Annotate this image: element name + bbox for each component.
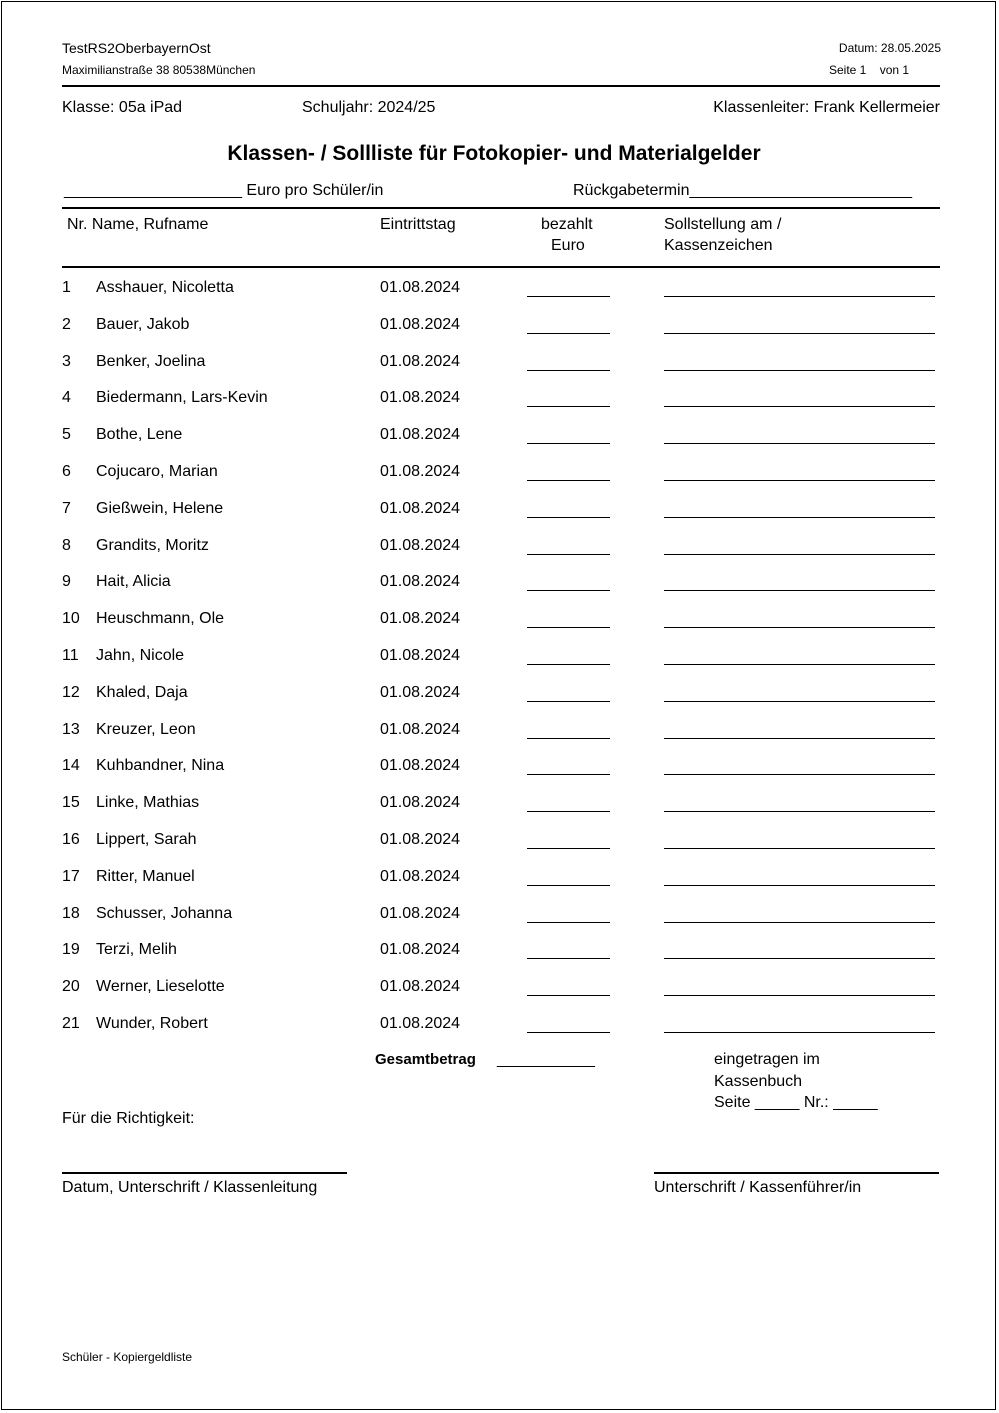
target-blank-line — [664, 848, 935, 849]
row-number: 8 — [62, 537, 71, 554]
table-top-divider — [62, 207, 940, 209]
student-name: Kuhbandner, Nina — [96, 757, 225, 774]
school-year-label: Schuljahr: 2024/25 — [302, 99, 436, 116]
col-nr-name: Nr. Name, Rufname — [67, 216, 209, 233]
entry-date: 01.08.2024 — [380, 500, 461, 517]
target-blank-line — [664, 627, 935, 628]
table-header-divider — [62, 266, 940, 268]
row-number: 21 — [62, 1015, 80, 1032]
header-divider — [62, 85, 940, 87]
paid-blank-line — [527, 995, 610, 996]
target-blank-line — [664, 958, 935, 959]
entry-date: 01.08.2024 — [380, 426, 461, 443]
col-entry-date: Eintrittstag — [380, 216, 456, 233]
student-name: Ritter, Manuel — [96, 868, 195, 885]
student-name: Schusser, Johanna — [96, 905, 233, 922]
return-date: Rückgabetermin_________________________ — [573, 182, 912, 199]
cashbook-line3: Seite _____ Nr.: _____ — [714, 1094, 878, 1111]
paid-blank-line — [527, 958, 610, 959]
row-number: 6 — [62, 463, 71, 480]
col-target-line1: Sollstellung am / — [664, 216, 782, 233]
paid-blank-line — [527, 590, 610, 591]
entry-date: 01.08.2024 — [380, 389, 461, 406]
entry-date: 01.08.2024 — [380, 831, 461, 848]
class-teacher-label: Klassenleiter: Frank Kellermeier — [713, 99, 940, 116]
target-blank-line — [664, 590, 935, 591]
paid-blank-line — [527, 443, 610, 444]
paid-blank-line — [527, 774, 610, 775]
student-name: Cojucaro, Marian — [96, 463, 218, 480]
entry-date: 01.08.2024 — [380, 757, 461, 774]
row-number: 11 — [62, 647, 79, 664]
page-number: Seite 1 von 1 — [829, 63, 910, 77]
target-blank-line — [664, 1032, 935, 1033]
entry-date: 01.08.2024 — [380, 537, 461, 554]
school-name: TestRS2OberbayernOst — [62, 40, 211, 56]
signature-line-left — [62, 1172, 347, 1174]
entry-date: 01.08.2024 — [380, 868, 461, 885]
euro-per-student: ____________________ Euro pro Schüler/in — [64, 182, 384, 199]
target-blank-line — [664, 664, 935, 665]
paid-blank-line — [527, 517, 610, 518]
target-blank-line — [664, 517, 935, 518]
paid-blank-line — [527, 848, 610, 849]
target-blank-line — [664, 995, 935, 996]
paid-blank-line — [527, 333, 610, 334]
row-number: 18 — [62, 905, 80, 922]
cashbook-line1: eingetragen im — [714, 1051, 820, 1068]
row-number: 1 — [62, 279, 71, 296]
student-name: Gießwein, Helene — [96, 500, 224, 517]
row-number: 13 — [62, 721, 80, 738]
print-date: Datum: 28.05.2025 — [838, 41, 941, 55]
target-blank-line — [664, 738, 935, 739]
row-number: 14 — [62, 757, 80, 774]
total-blank: ___________ — [497, 1051, 595, 1068]
paid-blank-line — [527, 554, 610, 555]
entry-date: 01.08.2024 — [380, 1015, 461, 1032]
paid-blank-line — [527, 811, 610, 812]
row-number: 19 — [62, 941, 80, 958]
student-name: Terzi, Melih — [96, 941, 177, 958]
signature-line-right — [654, 1172, 939, 1174]
student-name: Benker, Joelina — [96, 353, 206, 370]
paid-blank-line — [527, 701, 610, 702]
document-name: Schüler - Kopiergeldliste — [62, 1350, 193, 1364]
class-label: Klasse: 05a iPad — [62, 99, 183, 116]
student-name: Grandits, Moritz — [96, 537, 209, 554]
entry-date: 01.08.2024 — [380, 647, 461, 664]
entry-date: 01.08.2024 — [380, 279, 461, 296]
student-name: Lippert, Sarah — [96, 831, 197, 848]
target-blank-line — [664, 922, 935, 923]
student-name: Asshauer, Nicoletta — [96, 279, 234, 296]
col-paid-line2: Euro — [551, 237, 585, 254]
paid-blank-line — [527, 738, 610, 739]
target-blank-line — [664, 333, 935, 334]
student-name: Kreuzer, Leon — [96, 721, 196, 738]
entry-date: 01.08.2024 — [380, 684, 461, 701]
paid-blank-line — [527, 406, 610, 407]
row-number: 4 — [62, 389, 71, 406]
student-name: Wunder, Robert — [96, 1015, 208, 1032]
target-blank-line — [664, 701, 935, 702]
student-name: Hait, Alicia — [96, 573, 171, 590]
school-address: Maximilianstraße 38 80538München — [62, 63, 256, 77]
target-blank-line — [664, 296, 935, 297]
entry-date: 01.08.2024 — [380, 721, 461, 738]
row-number: 10 — [62, 610, 80, 627]
signature-label-right: Unterschrift / Kassenführer/in — [654, 1179, 862, 1196]
row-number: 9 — [62, 573, 71, 590]
row-number: 20 — [62, 978, 80, 995]
signature-label-left: Datum, Unterschrift / Klassenleitung — [62, 1179, 318, 1196]
paid-blank-line — [527, 1032, 610, 1033]
target-blank-line — [664, 554, 935, 555]
row-number: 3 — [62, 353, 71, 370]
student-name: Werner, Lieselotte — [96, 978, 225, 995]
entry-date: 01.08.2024 — [380, 353, 461, 370]
target-blank-line — [664, 885, 935, 886]
student-name: Khaled, Daja — [96, 684, 188, 701]
entry-date: 01.08.2024 — [380, 316, 461, 333]
student-name: Heuschmann, Ole — [96, 610, 225, 627]
paid-blank-line — [527, 296, 610, 297]
student-name: Biedermann, Lars-Kevin — [96, 389, 268, 406]
paid-blank-line — [527, 885, 610, 886]
entry-date: 01.08.2024 — [380, 610, 461, 627]
row-number: 15 — [62, 794, 80, 811]
paid-blank-line — [527, 370, 610, 371]
entry-date: 01.08.2024 — [380, 573, 461, 590]
target-blank-line — [664, 443, 935, 444]
row-number: 2 — [62, 316, 71, 333]
correctness-label: Für die Richtigkeit: — [62, 1110, 195, 1127]
row-number: 7 — [62, 500, 71, 517]
page-border — [1, 1, 996, 1410]
target-blank-line — [664, 480, 935, 481]
row-number: 5 — [62, 426, 71, 443]
col-target-line2: Kassenzeichen — [664, 237, 773, 254]
col-paid-line1: bezahlt — [541, 216, 593, 233]
target-blank-line — [664, 370, 935, 371]
student-name: Bothe, Lene — [96, 426, 183, 443]
paid-blank-line — [527, 480, 610, 481]
row-number: 12 — [62, 684, 80, 701]
target-blank-line — [664, 774, 935, 775]
row-number: 17 — [62, 868, 80, 885]
student-name: Jahn, Nicole — [96, 647, 185, 664]
entry-date: 01.08.2024 — [380, 463, 461, 480]
target-blank-line — [664, 406, 935, 407]
entry-date: 01.08.2024 — [380, 905, 461, 922]
entry-date: 01.08.2024 — [380, 794, 461, 811]
row-number: 16 — [62, 831, 80, 848]
entry-date: 01.08.2024 — [380, 978, 461, 995]
student-name: Bauer, Jakob — [96, 316, 190, 333]
document-title: Klassen- / Sollliste für Fotokopier- und Materialgelder — [227, 142, 761, 165]
target-blank-line — [664, 811, 935, 812]
student-name: Linke, Mathias — [96, 794, 200, 811]
total-label: Gesamtbetrag — [375, 1051, 476, 1068]
paid-blank-line — [527, 664, 610, 665]
cashbook-line2: Kassenbuch — [714, 1073, 803, 1090]
paid-blank-line — [527, 922, 610, 923]
entry-date: 01.08.2024 — [380, 941, 461, 958]
paid-blank-line — [527, 627, 610, 628]
